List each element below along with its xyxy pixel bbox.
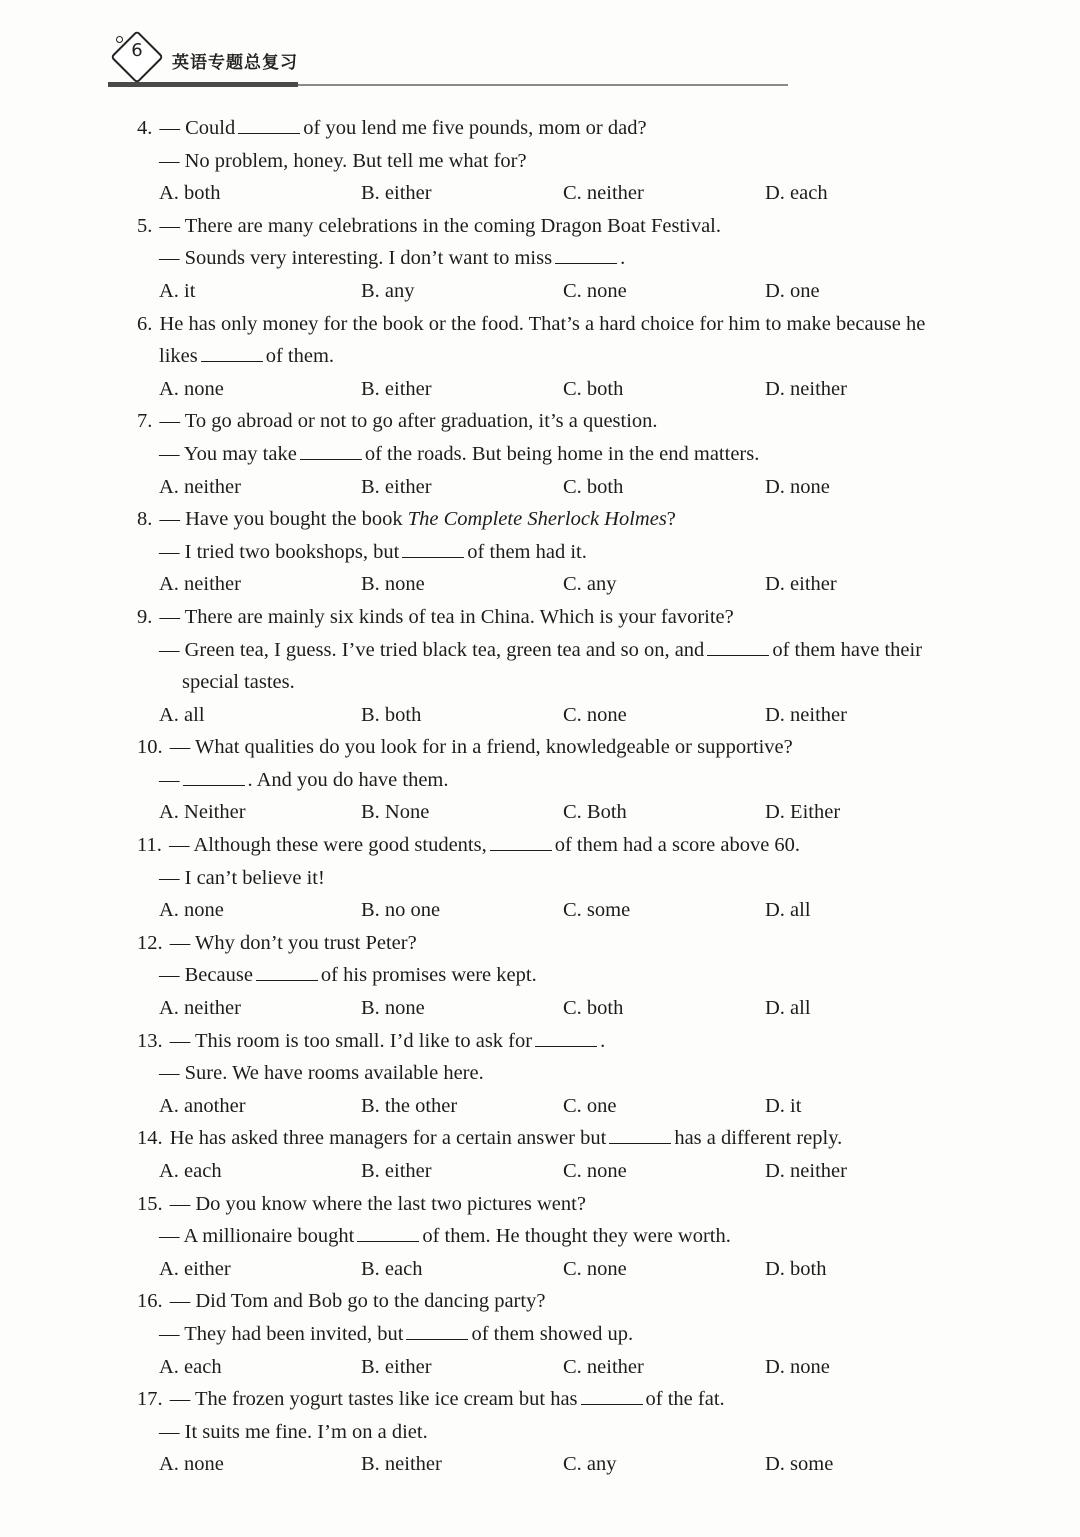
answer-blank <box>535 1028 597 1047</box>
option-c: C. one <box>563 1094 617 1117</box>
answer-blank <box>402 539 464 558</box>
question-line <box>137 634 967 667</box>
question-text: of the roads. But being home in the end matters. <box>364 442 760 465</box>
option-d: D. neither <box>765 1160 847 1182</box>
question-line <box>137 731 967 764</box>
question-line <box>137 210 967 243</box>
question-text: — Although these were good students, <box>169 834 487 857</box>
answer-options <box>137 1253 967 1286</box>
option-a: A. all <box>159 703 205 726</box>
option-d: D. one <box>765 279 820 302</box>
answer-options <box>137 471 967 504</box>
answer-blank <box>406 1321 468 1340</box>
question-item <box>137 927 967 1025</box>
question-line <box>137 1122 967 1155</box>
option-c: C. Both <box>563 801 627 824</box>
question-text: — The frozen yogurt tastes like ice cream but has <box>169 1388 578 1411</box>
option-b: B. neither <box>361 1453 442 1476</box>
question-line <box>137 601 967 634</box>
option-c: C. both <box>563 997 624 1020</box>
option-c: C. none <box>563 703 627 726</box>
option-a: A. either <box>159 1257 231 1280</box>
option-a: A. both <box>159 182 221 205</box>
question-text: — They had been invited, but <box>159 1322 404 1345</box>
answer-blank <box>238 115 300 134</box>
answer-blank <box>256 962 318 981</box>
question-number: 7. <box>137 410 153 433</box>
option-c: C. neither <box>563 1355 644 1378</box>
question-line <box>137 340 967 373</box>
option-c: C. none <box>563 1257 627 1280</box>
question-text: ? <box>666 508 676 531</box>
question-number: 12. <box>137 931 163 954</box>
option-c: C. both <box>563 377 624 400</box>
question-item <box>137 1383 967 1481</box>
option-a: A. neither <box>159 573 241 596</box>
option-b: B. either <box>361 1355 432 1378</box>
question-text: — To go abroad or not to go after graduation, it’s a question. <box>159 410 658 433</box>
option-d: D. none <box>765 1355 830 1378</box>
question-text: of them. <box>265 345 335 368</box>
answer-blank <box>609 1125 671 1144</box>
question-text: — Green tea, I guess. I’ve tried black tea, green tea and so on, and <box>159 638 705 661</box>
answer-blank <box>555 245 617 264</box>
option-b: B. none <box>361 573 425 596</box>
question-line <box>137 1188 967 1221</box>
question-text: — Could <box>159 117 236 139</box>
question-line <box>137 862 967 895</box>
question-number: 15. <box>137 1192 163 1215</box>
book-title: The Complete Sherlock Holmes <box>407 508 667 531</box>
question-item <box>137 210 967 308</box>
answer-blank <box>707 637 769 656</box>
option-a: A. each <box>159 1160 222 1182</box>
question-line <box>137 1318 967 1351</box>
question-item <box>137 1122 967 1187</box>
question-line <box>137 112 967 145</box>
question-item <box>137 829 967 927</box>
option-b: B. each <box>361 1257 423 1280</box>
question-line <box>137 242 967 275</box>
option-b: B. either <box>361 1160 432 1182</box>
option-d: D. some <box>765 1453 834 1476</box>
question-text: — Why don’t you trust Peter? <box>169 931 417 954</box>
answer-options <box>137 568 967 601</box>
question-item <box>137 503 967 601</box>
option-d: D. none <box>765 475 830 498</box>
question-text: He has asked three managers for a certain answer but <box>169 1127 607 1150</box>
question-text: of them. He thought they were worth. <box>422 1225 731 1248</box>
question-number: 9. <box>137 605 153 628</box>
option-c: C. both <box>563 475 624 498</box>
option-b: B. no one <box>361 899 441 922</box>
option-d: D. all <box>765 997 811 1020</box>
question-list <box>137 112 967 1481</box>
option-d: D. neither <box>765 377 847 400</box>
question-text: — It suits me fine. I’m on a diet. <box>159 1420 428 1443</box>
answer-options <box>137 699 967 732</box>
question-text: — I can’t believe it! <box>159 866 325 889</box>
question-line <box>137 666 967 699</box>
question-item <box>137 1285 967 1383</box>
answer-options <box>137 373 967 406</box>
answer-options <box>137 796 967 829</box>
question-text: of them had it. <box>467 540 587 563</box>
question-text: special tastes. <box>182 671 295 694</box>
answer-options <box>137 1351 967 1384</box>
question-number: 13. <box>137 1029 163 1052</box>
question-line <box>137 438 967 471</box>
answer-blank <box>183 767 245 786</box>
option-b: B. any <box>361 279 415 302</box>
question-text: . <box>620 247 626 270</box>
option-b: B. both <box>361 703 422 726</box>
option-b: B. either <box>361 475 432 498</box>
question-item <box>137 731 967 829</box>
question-line <box>137 1220 967 1253</box>
option-a: A. none <box>159 1453 224 1476</box>
question-line <box>137 1383 967 1416</box>
question-number: 6. <box>137 312 153 335</box>
question-line <box>137 1025 967 1058</box>
option-a: A. none <box>159 377 224 400</box>
answer-options <box>137 894 967 927</box>
question-text: — Did Tom and Bob go to the dancing party? <box>169 1290 546 1313</box>
answer-options <box>137 1155 967 1188</box>
question-item <box>137 308 967 406</box>
question-line <box>137 503 967 536</box>
question-text: — You may take <box>159 442 297 465</box>
question-number: 16. <box>137 1290 163 1313</box>
question-number: 10. <box>137 736 163 759</box>
question-text: of his promises were kept. <box>320 964 537 987</box>
option-b: B. None <box>361 801 430 824</box>
question-number: 11. <box>137 834 162 857</box>
header-rule-thick <box>108 82 298 87</box>
option-d: D. both <box>765 1257 827 1280</box>
question-text: — No problem, honey. But tell me what for? <box>159 149 527 172</box>
option-c: C. none <box>563 279 627 302</box>
header-rule-thin <box>298 84 788 86</box>
header-title: 英语专题总复习 <box>172 53 298 73</box>
question-line <box>137 536 967 569</box>
question-line <box>137 1285 967 1318</box>
option-a: A. neither <box>159 997 241 1020</box>
option-b: B. none <box>361 997 425 1020</box>
option-d: D. it <box>765 1094 802 1117</box>
question-item <box>137 1025 967 1123</box>
question-number: 8. <box>137 508 153 531</box>
answer-options <box>137 1448 967 1481</box>
question-text: — <box>159 768 180 791</box>
question-text: — I tried two bookshops, but <box>159 540 400 563</box>
answer-blank <box>201 343 263 362</box>
option-d: D. neither <box>765 703 847 726</box>
option-c: C. neither <box>563 182 644 205</box>
question-text: likes <box>159 345 198 368</box>
question-line <box>137 1416 967 1449</box>
question-number: 4. <box>137 117 153 139</box>
option-d: D. either <box>765 573 837 596</box>
question-item <box>137 405 967 503</box>
question-text: of them had a score above 60. <box>554 834 801 857</box>
option-b: B. the other <box>361 1094 458 1117</box>
question-text: of them showed up. <box>471 1322 634 1345</box>
question-text: — There are many celebrations in the coming Dragon Boat Festival. <box>159 214 721 237</box>
answer-blank <box>300 441 362 460</box>
question-line <box>137 145 967 178</box>
question-line <box>137 1057 967 1090</box>
answer-blank <box>581 1386 643 1405</box>
option-a: A. neither <box>159 475 241 498</box>
question-text: He has only money for the book or the food. That’s a hard choice for him to make because he <box>159 312 926 335</box>
option-d: D. all <box>765 899 811 922</box>
question-text: — Because <box>159 964 253 987</box>
question-number: 14. <box>137 1127 163 1150</box>
option-a: A. another <box>159 1094 246 1117</box>
question-text: — A millionaire bought <box>159 1225 355 1248</box>
question-text: of the fat. <box>645 1388 725 1411</box>
question-text: — Sure. We have rooms available here. <box>159 1062 484 1085</box>
answer-options <box>137 275 967 308</box>
option-a: A. Neither <box>159 801 246 824</box>
question-text: . And you do have them. <box>247 768 449 791</box>
question-text: of you lend me five pounds, mom or dad? <box>303 117 647 139</box>
question-line <box>137 764 967 797</box>
question-text: — Sounds very interesting. I don’t want to miss <box>159 247 553 270</box>
option-c: C. some <box>563 899 631 922</box>
page-header <box>108 28 788 92</box>
question-line <box>137 405 967 438</box>
question-text: — What qualities do you look for in a friend, knowledgeable or supportive? <box>169 736 793 759</box>
question-line <box>137 829 967 862</box>
question-item <box>137 601 967 731</box>
question-line <box>137 959 967 992</box>
question-text: has a different reply. <box>674 1127 843 1150</box>
answer-options <box>137 177 967 210</box>
answer-blank <box>357 1223 419 1242</box>
question-line <box>137 927 967 960</box>
option-a: A. none <box>159 899 224 922</box>
question-text: — This room is too small. I’d like to ask for <box>169 1029 533 1052</box>
option-d: D. Either <box>765 801 841 824</box>
question-text: — There are mainly six kinds of tea in China. Which is your favorite? <box>159 605 734 628</box>
question-text: of them have their <box>772 638 923 661</box>
answer-blank <box>490 832 552 851</box>
question-number: 5. <box>137 214 153 237</box>
option-b: B. either <box>361 182 432 205</box>
option-c: C. none <box>563 1160 627 1182</box>
option-a: A. it <box>159 279 196 302</box>
option-d: D. each <box>765 182 828 205</box>
question-text: . <box>600 1029 606 1052</box>
question-text: — Do you know where the last two pictures went? <box>169 1192 586 1215</box>
answer-options <box>137 1090 967 1123</box>
question-line <box>137 308 967 341</box>
answer-options <box>137 992 967 1025</box>
question-item <box>137 112 967 210</box>
option-c: C. any <box>563 573 617 596</box>
option-b: B. either <box>361 377 432 400</box>
question-text: — Have you bought the book <box>159 508 408 531</box>
option-a: A. each <box>159 1355 222 1378</box>
question-item <box>137 1188 967 1286</box>
page-number: 6 <box>131 40 143 61</box>
option-c: C. any <box>563 1453 617 1476</box>
question-number: 17. <box>137 1388 163 1411</box>
